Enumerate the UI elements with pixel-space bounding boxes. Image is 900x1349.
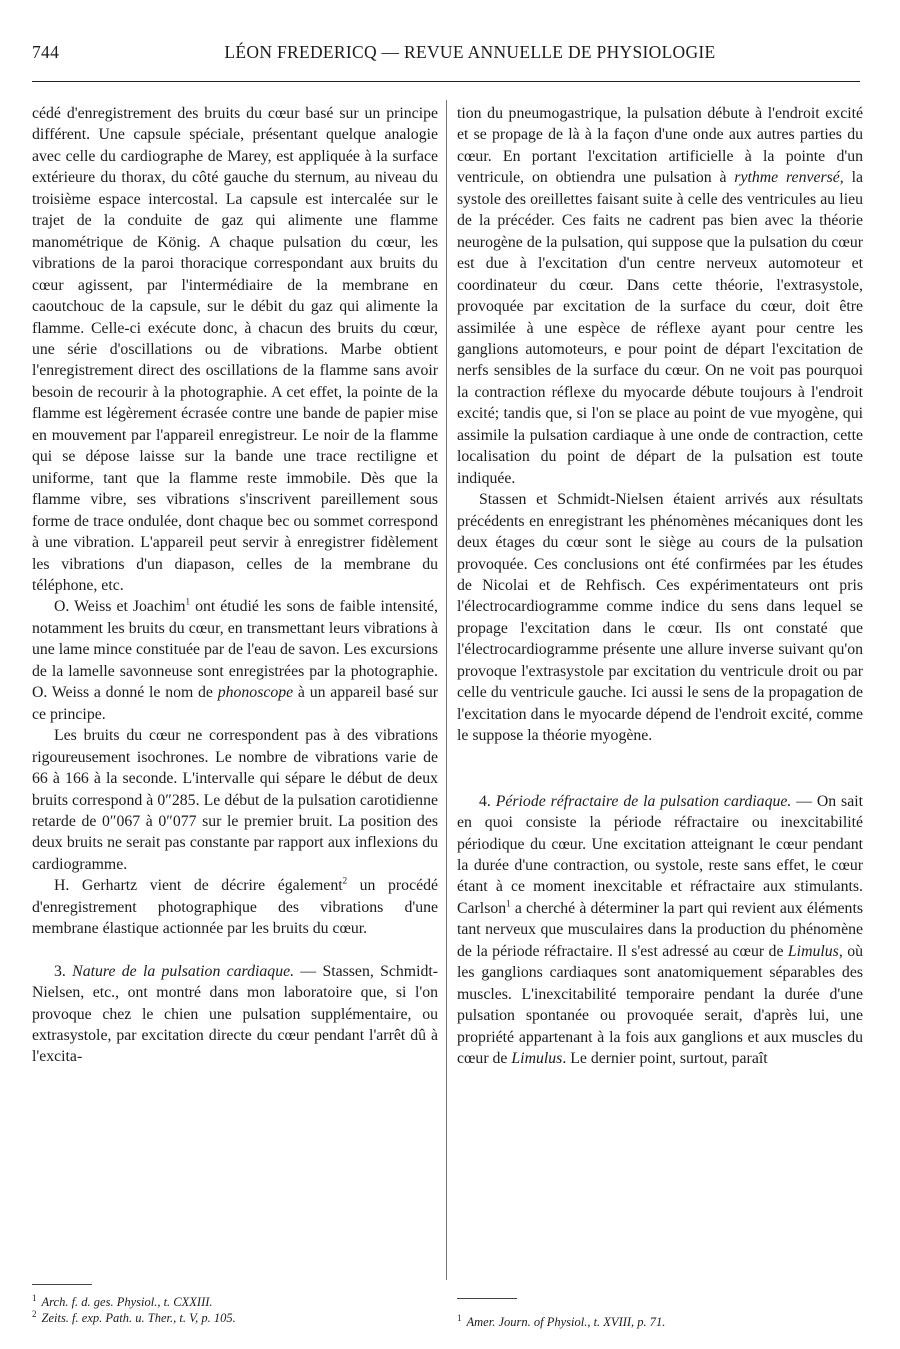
footnote: $^1$ Amer. Journ. of Physiol., t. XVIII, p. 71. — [457, 1313, 666, 1330]
paragraph: cédé d'enregistrement des bruits du cœur basé sur un principe différent. Une capsule spéciale, présentant quelque analogie avec celle du cardiographe de Marey, est appliquée à la surface extérieure du thorax, du côté gauche du sternum, au niveau du troisième espace intercostal. La capsule est intercalée sur le trajet de la conduite de gaz qui alimente une flamme manométrique de König. A chaque pulsation du cœur, les vibrations de la paroi thoracique correspondant aux bruits du cœur agissent, par l'intermédiaire de la membrane en caoutchouc de la capsule, sur le débit du gaz qui alimente la flamme. Celle-ci exécute donc, à chacun des bruits du cœur, une série d'oscillations ou de vibrations. Marbe obtient l'enregistrement direct des oscillations de la flamme sans avoir besoin de recourir à la photographie. A cet effet, la pointe de la flamme est légèrement écrasée contre une bande de papier mise en mouvement par l'appareil enregistreur. Le noir de la flamme qui se dépose laisse sur la bande une trace rectiligne et uniforme, tant que la flamme reste immobile. Dès que la flamme vibre, ses vibrations s'inscrivent pareillement sous forme de trace ondulée, dont chaque bec ou sommet correspond à une vibration. L'appareil peut servir à enregistrer fidèlement les vibrations d'un diapason, celles de la membrane du téléphone, etc. — [32, 105, 438, 594]
footnote: $^1$ Arch. f. d. ges. Physiol., t. CXXIII. — [32, 1293, 213, 1310]
paragraph: H. Gerhartz vient de décrire également$^2$ un procédé d'enregistrement photographique des vibrations d'une membrane élastique actionnée par les bruits du cœur. — [32, 876, 438, 938]
section-title: Nature de la pulsation cardiaque. — [72, 962, 295, 980]
footnote: $^2$ Zeits. f. exp. Path. u. Ther., t. V, p. 105. — [32, 1309, 236, 1326]
header-rule — [32, 81, 860, 82]
section-title: Période réfractaire de la pulsation cardiaque. — [495, 792, 792, 810]
paragraph: tion du pneumogastrique, la pulsation débute à l'endroit excité et se propage de là à la façon d'une onde aux autres parties du cœur. En portant l'excitation artificielle à la pointe d'un ventricule, on obtiendra une pulsation à rythme renversé, la systole des oreillettes faisant suite à celle des ventricules au lieu de la précéder. Ces faits ne cadrent pas bien avec la théorie neurogène de la pulsation, qui suppose que la pulsation du cœur est due à l'excitation d'un centre nerveux automoteur et coordinateur du cœur. Dans cette théorie, l'extrasystole, provoquée par excitation de la surface du cœur, doit être assimilée à une espèce de réflexe ayant pour centre les ganglions automoteurs, e pour point de départ l'excitation de nerfs sensibles de la surface du cœur. On ne voit pas pourquoi la contraction réflexe du myocarde débute toujours à l'endroit excité; tandis que, si l'on se place au point de vue myogène, qui assimile la pulsation cardiaque à une onde de contraction, cette localisation du point de départ de la pulsation est toute indiquée. — [457, 105, 863, 487]
term-limulus: Limulus — [787, 942, 839, 960]
footnote-ref: 1 — [185, 597, 191, 608]
paragraph: O. Weiss et Joachim$^1$ ont étudié les sons de faible intensité, notamment les bruits du cœur, en transmettant leurs vibrations à une lame mince constituée par de l'eau de savon. Les excursions de la lamelle savonneuse sont enregistrées par la photographie. O. Weiss a donné le nom de phonoscope à un appareil basé sur ce principe. — [32, 597, 438, 723]
paragraph: Les bruits du cœur ne correspondent pas à des vibrations rigoureusement isochrones. Le nombre de vibrations varie de 66 à 166 à la seconde. L'intervalle qui sépare le début de deux bruits correspond à 0″285. Le début de la pulsation carotidienne retarde de 0″067 à 0″077 sur le premier bruit. La position des deux bruits ne serait pas constante par rapport aux inflexions du cardiogramme. — [32, 727, 438, 873]
footnote-rule — [32, 1284, 92, 1285]
term-phonoscope: phonoscope — [217, 684, 294, 702]
footnote-ref: 2 — [342, 876, 348, 887]
running-header — [32, 42, 868, 72]
section-3: 3. Nature de la pulsation cardiaque. — Stassen, Schmidt-Nielsen, etc., ont montré dans mon laboratoire que, si l'on provoque chez le chien une pulsation supplémentaire, ou extrasystole, par excitation directe du cœur pendant l'arrêt dû à l'excita- — [32, 962, 439, 1066]
page-number: 744 — [32, 42, 60, 62]
term-limulus: Limulus — [511, 1050, 563, 1068]
section-4: 4. Période réfractaire de la pulsation cardiaque. — On sait en quoi consiste la période réfractaire ou inexcitabilité périodique du cœur. Une excitation atteignant le cœur pendant la durée d'une contraction, ou systole, reste sans effet, le cœur étant à ce moment inexcitable et réfractaire aux stimulants. Carlson$^1$ a cherché à déterminer la part qui revient aux éléments tant nerveux que musculaires dans la production du phénomène de la période réfractaire. Il s'est adressé au cœur de Limulus, où les ganglions cardiaques sont anatomiquement séparables des muscles. L'inexcitabilité temporaire pendant la durée d'une pulsation spontanée ou provoquée serait, d'après lui, une propriété appartenant à la fois aux ganglions et aux muscles du cœur de Limulus. Le dernier point, surtout, paraît — [457, 792, 863, 1068]
left-column — [32, 103, 438, 1068]
column-divider — [446, 100, 447, 1280]
term-rythme-renverse: rythme renversé, — [734, 169, 844, 187]
running-title: LÉON FREDERICQ — REVUE ANNUELLE DE PHYSIOLOGIE — [224, 42, 716, 62]
paragraph: Stassen et Schmidt-Nielsen étaient arrivés aux résultats précédents en enregistrant les phénomènes mécaniques dont les deux étages du cœur sont le siège au cours de la pulsation provoquée. Ces conclusions ont été confirmées par les études de Nicolai et de Rehfisch. Ces expérimentateurs ont pris l'électrocardiogramme comme indice du sens dans lequel se propage l'excitation dans le cœur. Ils ont constaté que l'électrocardiogramme présente une allure inverse suivant qu'on provoque l'extrasystole par excitation du ventricule droit ou par celle du ventricule gauche. Ici aussi le sens de la propagation de l'excitation dans le myocarde dépend de l'endroit excité, comme le suppose la théorie myogène. — [457, 491, 863, 745]
right-column — [457, 103, 863, 1069]
footnote-ref: 1 — [506, 898, 511, 909]
footnote-rule — [457, 1298, 517, 1299]
